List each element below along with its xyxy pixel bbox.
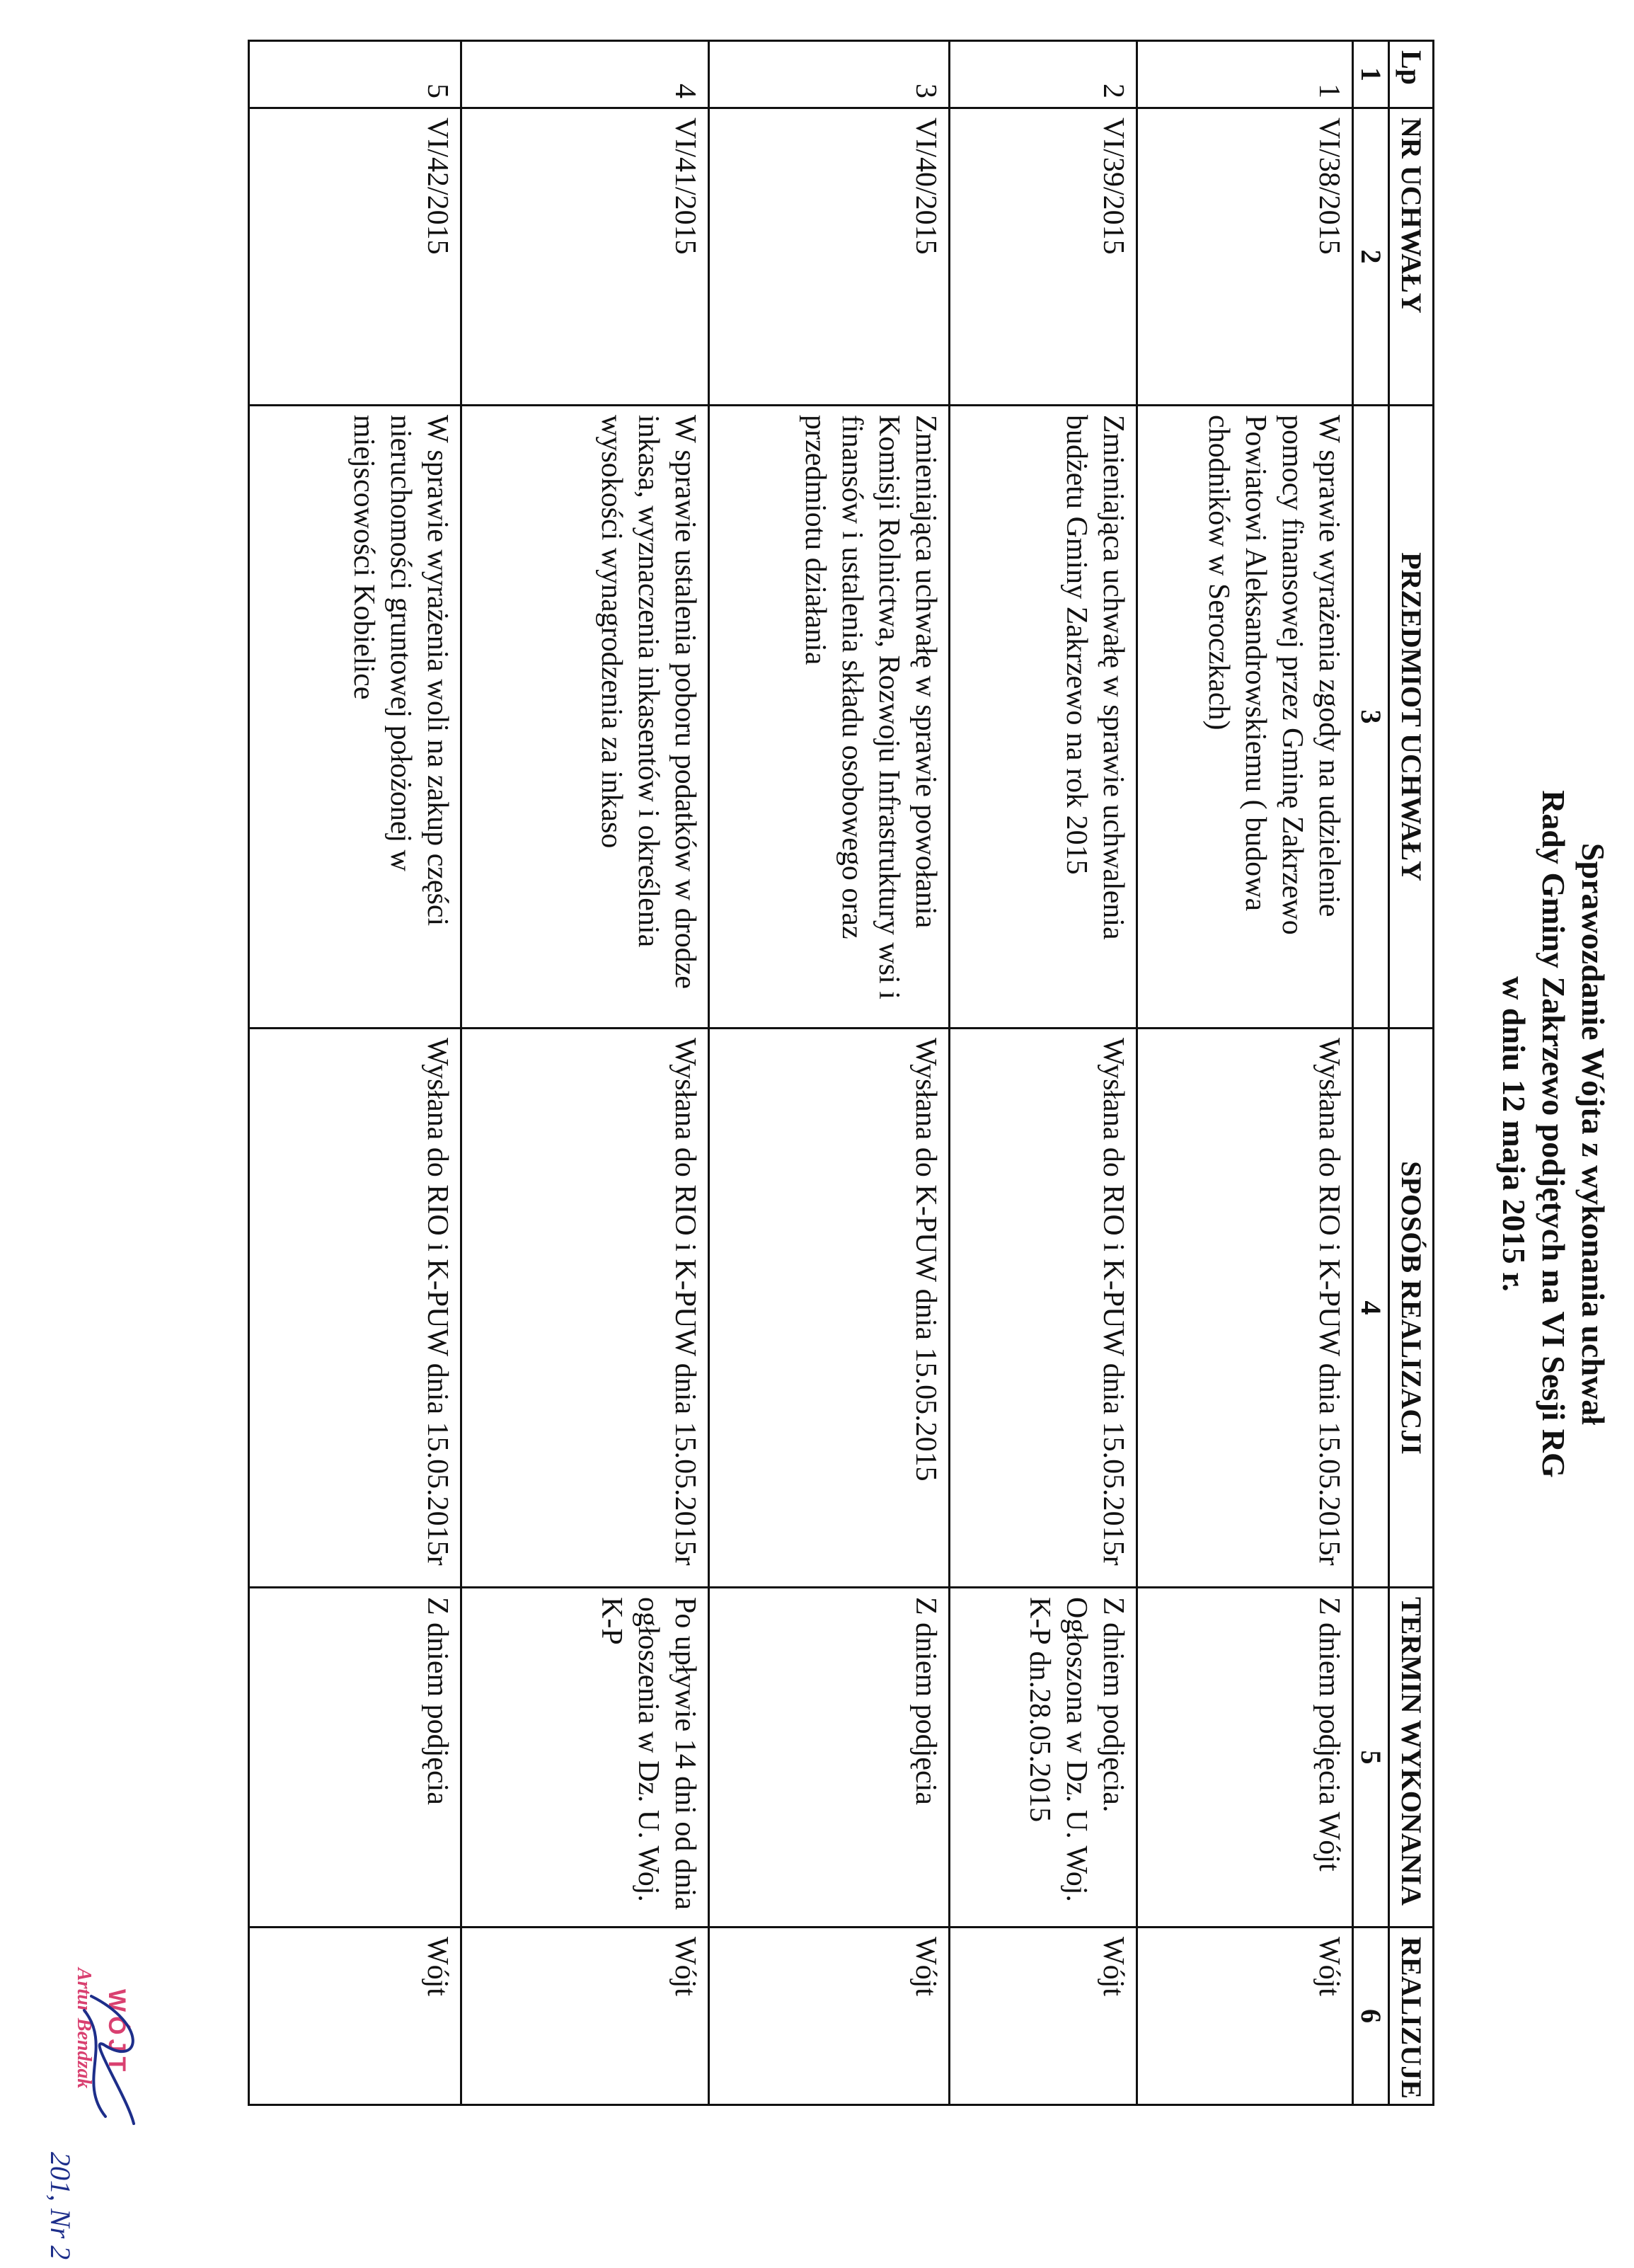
column-header-lp: Lp <box>1389 41 1434 108</box>
cell-lp: 1 <box>1137 41 1353 108</box>
table-row <box>461 41 709 2105</box>
cell-nr-uchwaly: VI/42/2015 <box>249 108 461 406</box>
cell-sposob-realizacji: Wysłana do RIO i K-PUW dnia 15.05.2015r <box>950 1029 1137 1588</box>
cell-lp: 3 <box>709 41 950 108</box>
column-number: 5 <box>1353 1588 1389 1928</box>
cell-nr-uchwaly: VI/40/2015 <box>709 108 950 406</box>
cell-realizuje: Wójt <box>709 1928 950 2105</box>
cell-lp: 4 <box>461 41 709 108</box>
report-title-line-1: Sprawozdanie Wójta z wykonania uchwał <box>1575 842 1611 1426</box>
stamp-title: WÓJT <box>103 1989 130 2076</box>
signature-scribble <box>70 1982 155 2138</box>
report-title-line-2: Rady Gminy Zakrzewo podjętych na VI Sesji RG <box>1536 790 1572 1478</box>
cell-przedmiot: W sprawie ustalenia poboru podatków w drodze inkasa, wyznaczenia inkasentów i określenia wysokości wynagrodzenia za inkaso <box>461 406 709 1029</box>
column-number: 1 <box>1353 41 1389 108</box>
cell-przedmiot: W sprawie wyrażenia zgody na udzielenie pomocy finansowej przez Gminę Zakrzewo Powiatowi Aleksandrowskiemu ( budowa chodników w Seroczkach) <box>1137 406 1353 1029</box>
cell-lp: 5 <box>249 41 461 108</box>
cell-sposob-realizacji: Wysłana do RIO i K-PUW dnia 15.05.2015r <box>461 1029 709 1588</box>
cell-realizuje: Wójt <box>950 1928 1137 2105</box>
cell-przedmiot: Zmieniająca uchwałę w sprawie uchwalenia budżetu Gminy Zakrzewo na rok 2015 <box>950 406 1137 1029</box>
cell-sposob-realizacji: Wysłana do K-PUW dnia 15.05.2015 <box>709 1029 950 1588</box>
cell-przedmiot: Zmieniająca uchwałę w sprawie powołania Komisji Rolnictwa, Rozwoju Infrastruktury wsi i finansów i ustalenia składu osobowego oraz przedmiotu działania <box>709 406 950 1029</box>
cell-nr-uchwaly: VI/39/2015 <box>950 108 1137 406</box>
column-header-termin: TERMIN WYKONANIA <box>1389 1588 1434 1928</box>
column-header-przedmiot: PRZEDMIOT UCHWAŁY <box>1389 406 1434 1029</box>
column-header-nr-uchwaly: NR UCHWAŁY <box>1389 108 1434 406</box>
cell-lp: 2 <box>950 41 1137 108</box>
cell-termin-wykonania: Z dniem podjęcia <box>249 1588 461 1928</box>
column-number: 3 <box>1353 406 1389 1029</box>
column-number-row <box>1353 41 1389 2105</box>
cell-termin-wykonania: Z dniem podjęcia <box>709 1588 950 1928</box>
cell-termin-wykonania: Z dniem podjęcia. Ogłoszona w Dz. U. Woj. K-P dn.28.05.2015 <box>950 1588 1137 1928</box>
column-header-sposob: SPOSÓB REALIZACJI <box>1389 1029 1434 1588</box>
table-header-row <box>1389 41 1434 2105</box>
cell-sposob-realizacji: Wysłana do RIO i K-PUW dnia 15.05.2015r <box>1137 1029 1353 1588</box>
table-row <box>1137 41 1353 2105</box>
column-header-realizuje: REALIZUJE <box>1389 1928 1434 2105</box>
table-row <box>950 41 1137 2105</box>
cell-realizuje: Wójt <box>461 1928 709 2105</box>
column-number: 6 <box>1353 1928 1389 2105</box>
table-row <box>709 41 950 2105</box>
column-number: 4 <box>1353 1029 1389 1588</box>
cell-sposob-realizacji: Wysłana do RIO i K-PUW dnia 15.05.2015r <box>249 1029 461 1588</box>
cell-realizuje: Wójt <box>1137 1928 1353 2105</box>
cell-termin-wykonania: Po upływie 14 dni od dnia ogłoszenia w Dz. U. Woj. K-P <box>461 1588 709 1928</box>
column-number: 2 <box>1353 108 1389 406</box>
cell-nr-uchwaly: VI/38/2015 <box>1137 108 1353 406</box>
resolutions-table <box>248 40 1434 2106</box>
cell-przedmiot: W sprawie wyrażenia woli na zakup części nieruchomości gruntowej położonej w miejscowości Kobielice <box>249 406 461 1029</box>
stamp-name: Artur Bendzak <box>73 1968 95 2089</box>
report-date: w dniu 12 maja 2015 r. <box>1496 976 1532 1292</box>
table-row <box>249 41 461 2105</box>
handwritten-note: 201, Nr 2 <box>45 2152 76 2260</box>
cell-termin-wykonania: Z dniem podjęcia Wójt <box>1137 1588 1353 1928</box>
cell-nr-uchwaly: VI/41/2015 <box>461 108 709 406</box>
cell-realizuje: Wójt <box>249 1928 461 2105</box>
